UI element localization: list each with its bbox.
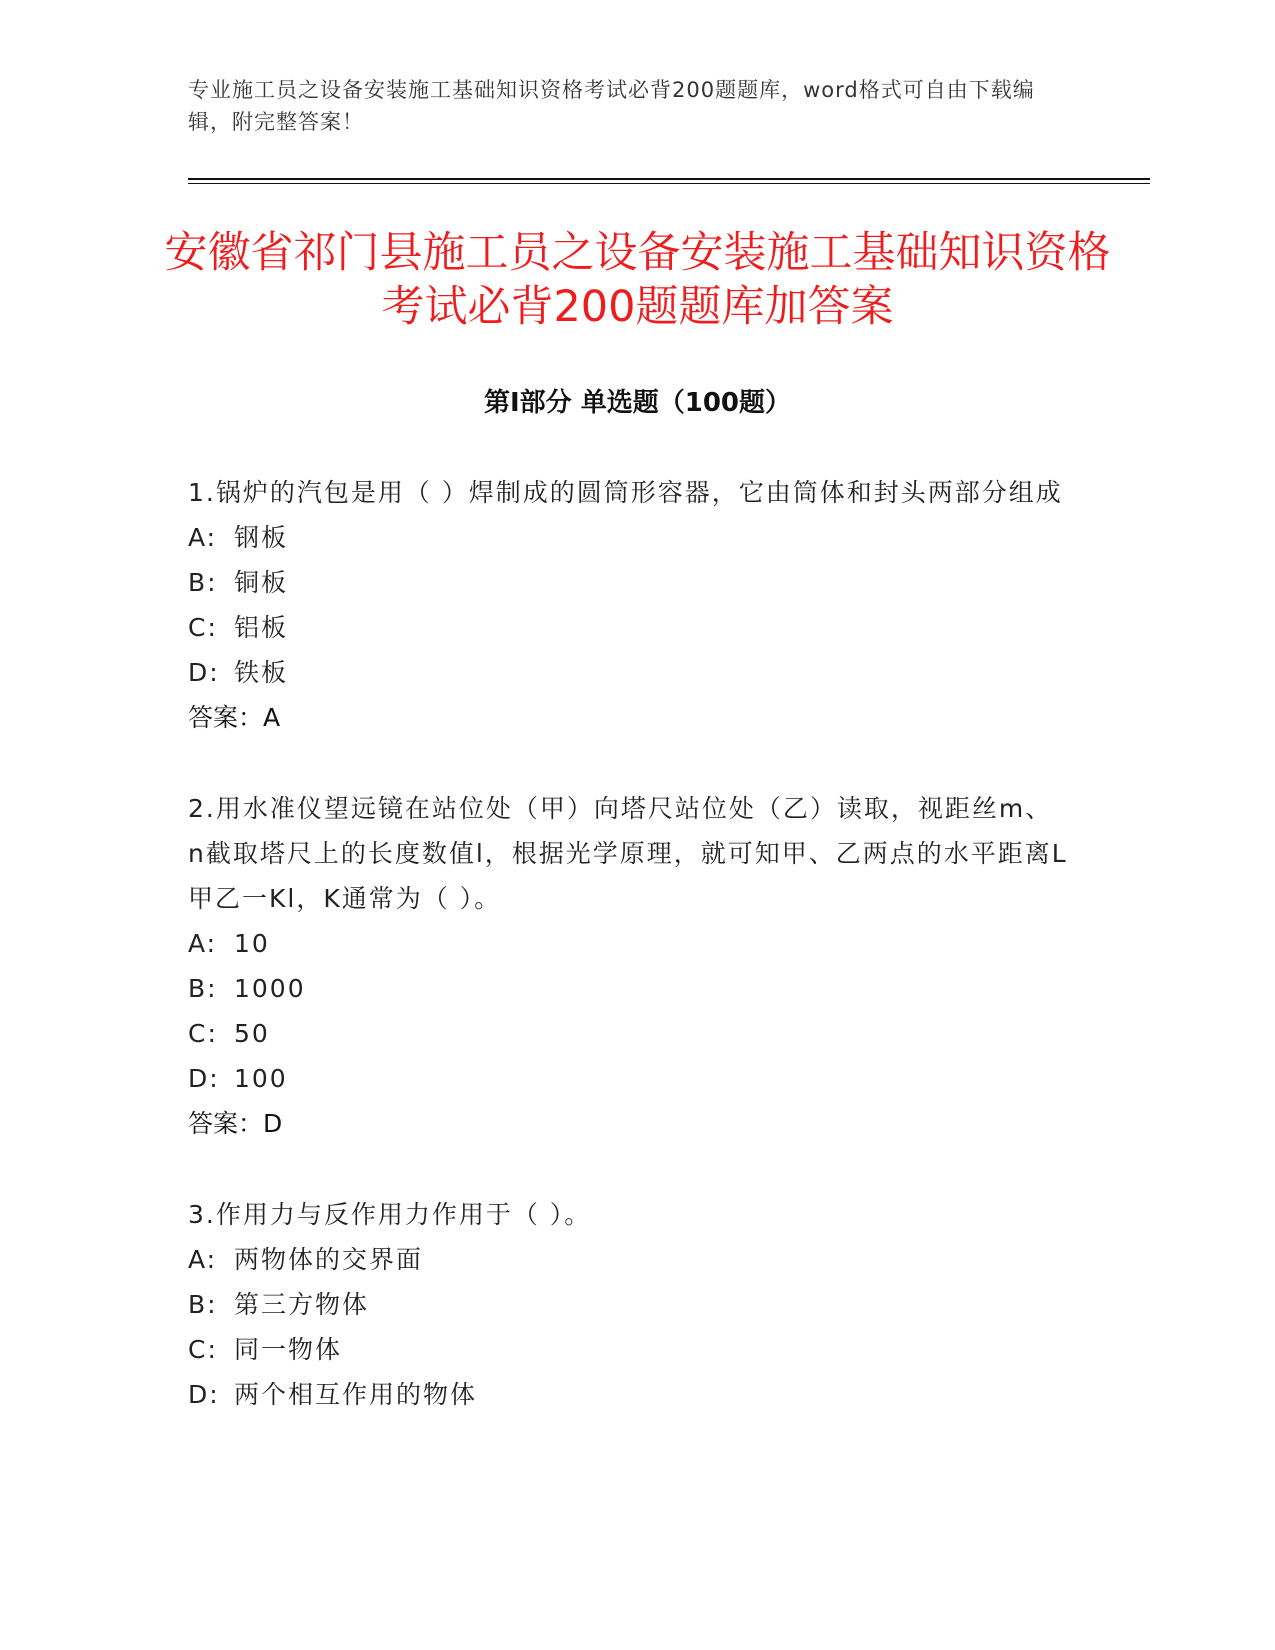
option-d [188, 1056, 1068, 1101]
answer-line: 答案：D [188, 1109, 283, 1138]
question-stem: 2.用水准仪望远镜在站位处（甲）向塔尺站位处（乙）读取，视距丝m、n截取塔尺上的长度数值l，根据光学原理，就可知甲、乙两点的水平距离L甲乙一Kl，K通常为（ ）。 [188, 794, 1068, 913]
option-text: 两物体的交界面 [234, 1245, 424, 1274]
option-b [188, 560, 1068, 605]
option-text: 铜板 [234, 568, 289, 597]
option-letter: B: [188, 1290, 218, 1319]
option-text: 10 [234, 929, 270, 958]
option-letter: C: [188, 613, 218, 642]
question-stem: 1.锅炉的汽包是用（ ）焊制成的圆筒形容器，它由筒体和封头两部分组成 [188, 478, 1063, 507]
header-rule-thick [188, 178, 1150, 180]
option-letter: B: [188, 568, 218, 597]
question-2 [188, 786, 1068, 1146]
option-text: 同一物体 [234, 1335, 343, 1364]
option-d [188, 1372, 1068, 1417]
option-letter: A: [188, 1245, 218, 1274]
option-c [188, 1327, 1068, 1372]
question-1 [188, 470, 1068, 740]
option-text: 铝板 [234, 613, 289, 642]
option-text: 钢板 [234, 523, 289, 552]
option-text: 两个相互作用的物体 [234, 1380, 478, 1409]
answer-line: 答案：A [188, 703, 281, 732]
option-text: 100 [234, 1064, 288, 1093]
document-title: 安徽省祁门县施工员之设备安装施工基础知识资格考试必背200题题库加答案 [164, 228, 1111, 332]
option-letter: C: [188, 1019, 218, 1048]
option-text: 第三方物体 [234, 1290, 370, 1319]
question-stem: 3.作用力与反作用力作用于（ ）。 [188, 1200, 592, 1229]
option-b [188, 1282, 1068, 1327]
option-a [188, 921, 1068, 966]
option-a [188, 515, 1068, 560]
option-letter: D: [188, 1064, 220, 1093]
option-c [188, 605, 1068, 650]
option-text: 50 [234, 1019, 270, 1048]
option-letter: A: [188, 929, 218, 958]
question-3 [188, 1192, 1068, 1417]
option-letter: B: [188, 974, 218, 1003]
option-text: 1000 [234, 974, 306, 1003]
question-list [188, 470, 1068, 1463]
section-title: 第Ⅰ部分 单选题（100题） [484, 388, 791, 418]
option-letter: D: [188, 1380, 220, 1409]
option-d [188, 650, 1068, 695]
header-rule-thin [188, 183, 1150, 184]
option-letter: C: [188, 1335, 218, 1364]
option-a [188, 1237, 1068, 1282]
option-b [188, 966, 1068, 1011]
option-letter: D: [188, 658, 220, 687]
option-letter: A: [188, 523, 218, 552]
header-note: 专业施工员之设备安装施工基础知识资格考试必背200题题库，word格式可自由下载编辑，附完整答案！ [188, 78, 1035, 134]
option-c [188, 1011, 1068, 1056]
option-text: 铁板 [234, 658, 289, 687]
